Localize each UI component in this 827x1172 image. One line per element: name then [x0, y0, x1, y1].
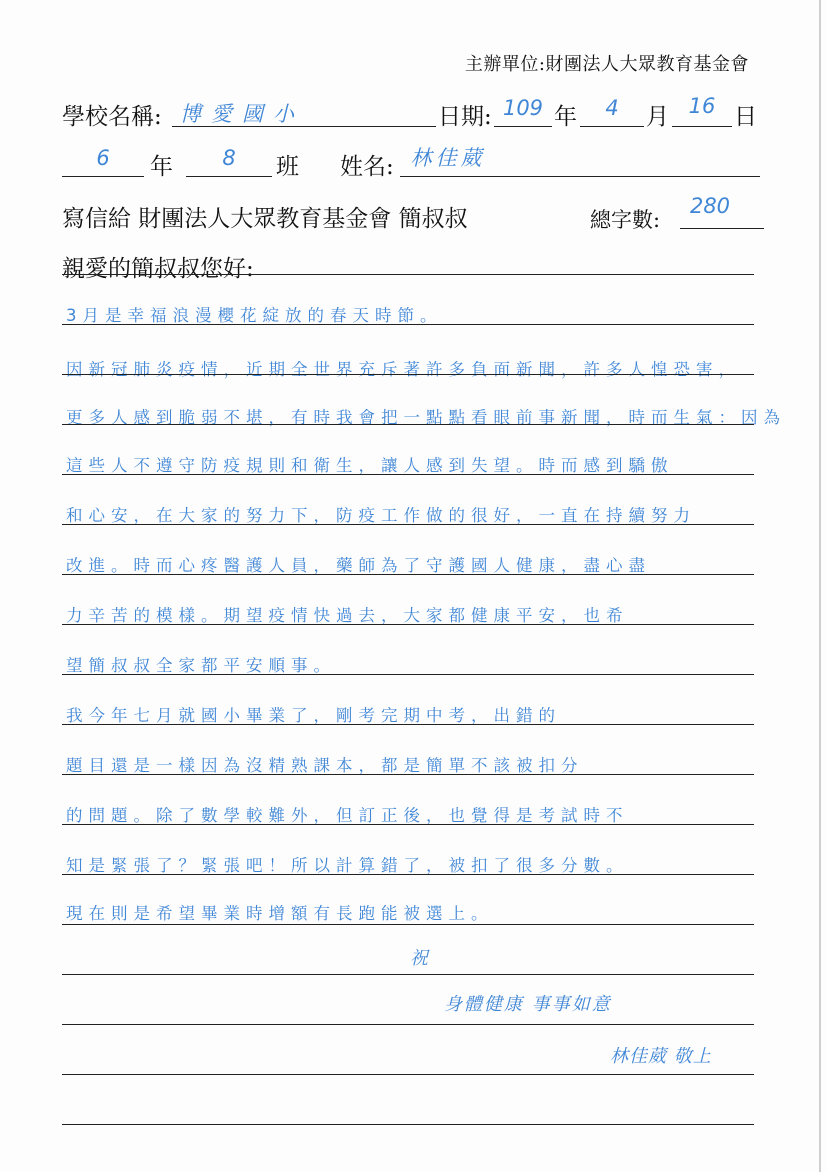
letter-line: 題目還是一樣因為沒精熟課本，都是簡單不該被扣分 [66, 756, 584, 775]
school-label: 學校名稱: [62, 104, 162, 130]
letter-line: 力辛苦的模樣。期望疫情快過去，大家都健康平安，也希 [66, 606, 629, 625]
ruled-line [62, 524, 754, 525]
school-value: 博愛國小 [180, 102, 304, 126]
year-field [494, 98, 552, 127]
month-label: 月 [646, 104, 669, 130]
recipient-text: 寫信給 財團法人大眾教育基金會 簡叔叔 [62, 206, 468, 232]
year-label: 年 [554, 104, 577, 130]
letter-line: 望簡叔叔全家都平安順事。 [66, 656, 336, 675]
closing-wish: 祝 [410, 948, 428, 969]
ruled-line [62, 574, 754, 575]
letter-line: 知是緊張了？緊張吧！所以計算錯了，被扣了很多分數。 [66, 856, 629, 875]
scan-edge [819, 0, 821, 1172]
ruled-line [62, 474, 754, 475]
grade-field [62, 148, 144, 177]
month-value: 4 [605, 96, 619, 120]
ruled-line [62, 874, 754, 875]
name-field [400, 148, 760, 177]
grade-value: 6 [96, 146, 110, 170]
school-field [172, 98, 436, 127]
ruled-line [62, 924, 754, 925]
ruled-line [62, 424, 754, 425]
ruled-line [62, 624, 754, 625]
grade-label: 年 [150, 154, 173, 180]
ruled-line [62, 774, 754, 775]
ruled-line [62, 1124, 754, 1125]
class-value: 8 [222, 146, 236, 170]
day-label: 日 [734, 104, 757, 130]
letter-line: 更多人感到脆弱不堪，有時我會把一點點看眼前事新聞，時而生氣：因為 [66, 408, 786, 427]
wordcount-label: 總字數: [590, 208, 661, 232]
year-value: 109 [502, 96, 544, 120]
ruled-line [62, 1074, 754, 1075]
signature: 林佳葳 敬上 [610, 1046, 712, 1067]
ruled-line [62, 324, 754, 325]
salutation-text: 親愛的簡叔叔您好: [62, 256, 254, 282]
day-value: 16 [688, 94, 716, 118]
letter-line: 和心安，在大家的努力下，防疫工作做的很好，一直在持續努力 [66, 506, 696, 525]
class-field [186, 148, 272, 177]
ruled-line [62, 974, 754, 975]
letter-line: 我今年七月就國小畢業了，剛考完期中考，出錯的 [66, 706, 561, 725]
ruled-line [62, 374, 754, 375]
sponsor-header: 主辦單位:財團法人大眾教育基金會 [464, 54, 749, 75]
ruled-line [62, 674, 754, 675]
day-field [672, 94, 732, 127]
date-label: 日期: [438, 104, 492, 130]
letter-line: 的問題。除了數學較難外，但訂正後，也覺得是考試時不 [66, 806, 629, 825]
wordcount-field [680, 194, 764, 229]
letter-line: 3月是幸福浪漫櫻花綻放的春天時節。 [66, 306, 443, 325]
wordcount-value: 280 [689, 194, 731, 218]
name-value: 林佳葳 [410, 146, 486, 170]
letter-line: 這些人不遵守防疫規則和衛生，讓人感到失望。時而感到驕傲 [66, 456, 674, 475]
class-label: 班 [276, 154, 299, 180]
letter-line: 因新冠肺炎疫情，近期全世界充斥著許多負面新聞，許多人惶恐害， [66, 360, 741, 379]
name-label: 姓名: [340, 154, 394, 180]
ruled-line [62, 724, 754, 725]
ruled-line [62, 274, 754, 275]
closing-blessing: 身體健康 事事如意 [444, 994, 612, 1015]
ruled-line [62, 1024, 754, 1025]
letter-line: 現在則是希望畢業時增額有長跑能被選上。 [66, 904, 494, 923]
ruled-line [62, 824, 754, 825]
month-field [580, 98, 644, 127]
letter-line: 改進。時而心疼醫護人員，藥師為了守護國人健康，盡心盡 [66, 556, 651, 575]
